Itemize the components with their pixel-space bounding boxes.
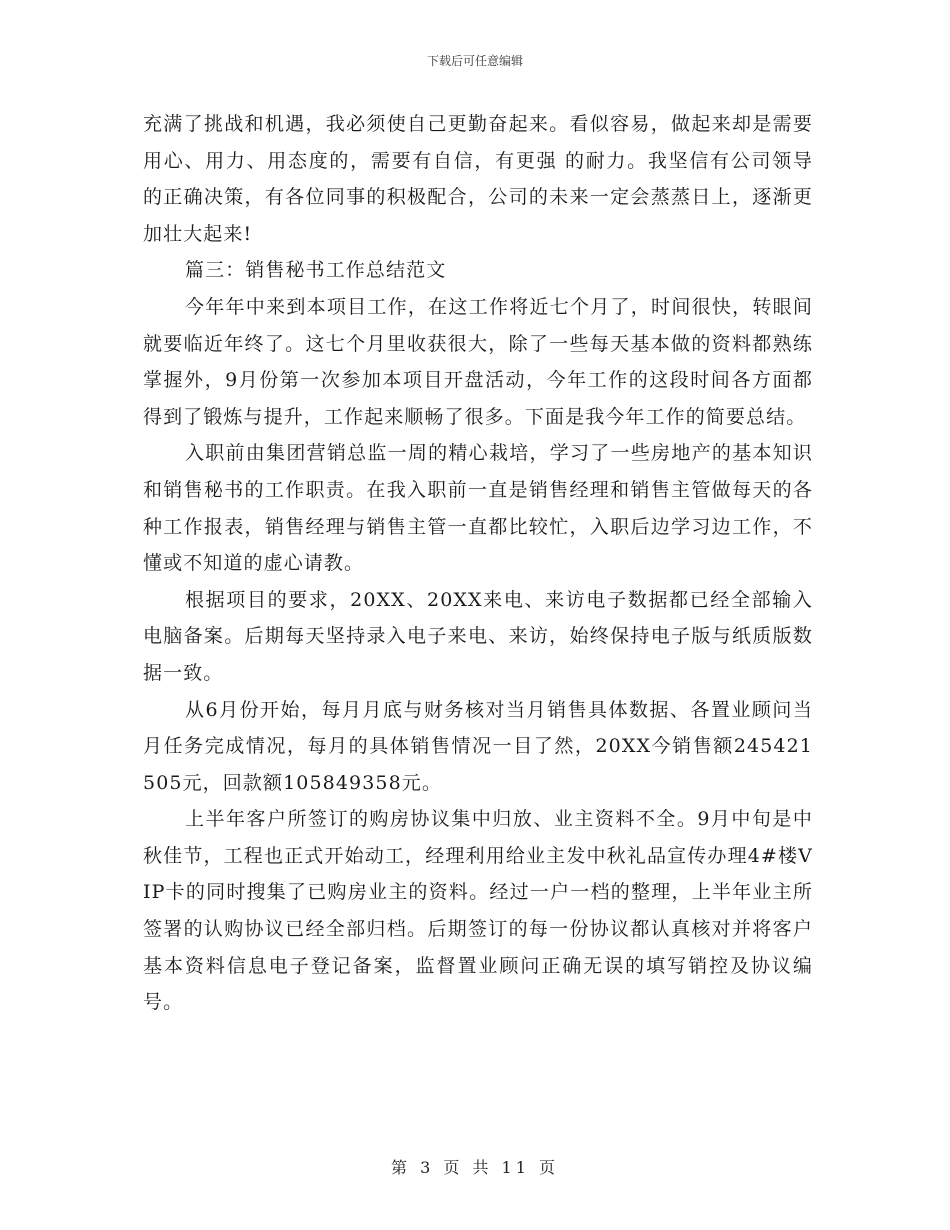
page-header-note: 下载后可任意编辑 [426,54,523,68]
paragraph: 今年年中来到本项目工作，在这工作将近七个月了，时间很快，转眼间就要临近年终了。这七个月里收获很大，除了一些每天基本做的资料都熟练掌握外，9月份第一次参加本项目开盘活动，今年工作的这段时间各方面都得到了锻炼与提升，工作起来顺畅了很多。下面是我今年工作的简要总结。 [143,295,813,428]
paragraph-continuation: 充满了挑战和机遇，我必须使自己更勤奋起来。看似容易，做起来却是需要用心、用力、用态度的，需要有自信，有更强 的耐力。我坚信有公司领导的正确决策，有各位同事的积极配合，公司的未来一定会蒸蒸日上，逐渐更加壮大起来! [143,113,813,245]
paragraph: 从6月份开始，每月月底与财务核对当月销售具体数据、各置业顾问当月任务完成情况，每月的具体销售情况一目了然，20XX今销售额245421505元，回款额105849358元。 [143,698,813,794]
paragraph: 入职前由集团营销总监一周的精心栽培，学习了一些房地产的基本知识和销售秘书的工作职责。在我入职前一直是销售经理和销售主管做每天的各种工作报表，销售经理与销售主管一直都比较忙，入职后边学习边工作，不懂或不知道的虚心请教。 [143,442,813,575]
document-body [143,106,813,1021]
paragraph: 上半年客户所签订的购房协议集中归放、业主资料不全。9月中旬是中秋佳节，工程也正式开始动工，经理利用给业主发中秋礼品宣传办理4#楼VIP卡的同时搜集了已购房业主的资料。经过一户一档的整理，上半年业主所签署的认购协议已经全部归档。后期签订的每一份协议都认真核对并将客户基本资料信息电子登记备案，监督置业顾问正确无误的填写销控及协议编号。 [143,808,813,1014]
page-number-footer: 第 3 页 共 11 页 [391,1158,559,1177]
section-heading: 篇三：销售秘书工作总结范文 [185,259,447,282]
paragraph: 根据项目的要求，20XX、20XX来电、来访电子数据都已经全部输入电脑备案。后期每天坚持录入电子来电、来访，始终保持电子版与纸质版数据一致。 [143,588,813,684]
